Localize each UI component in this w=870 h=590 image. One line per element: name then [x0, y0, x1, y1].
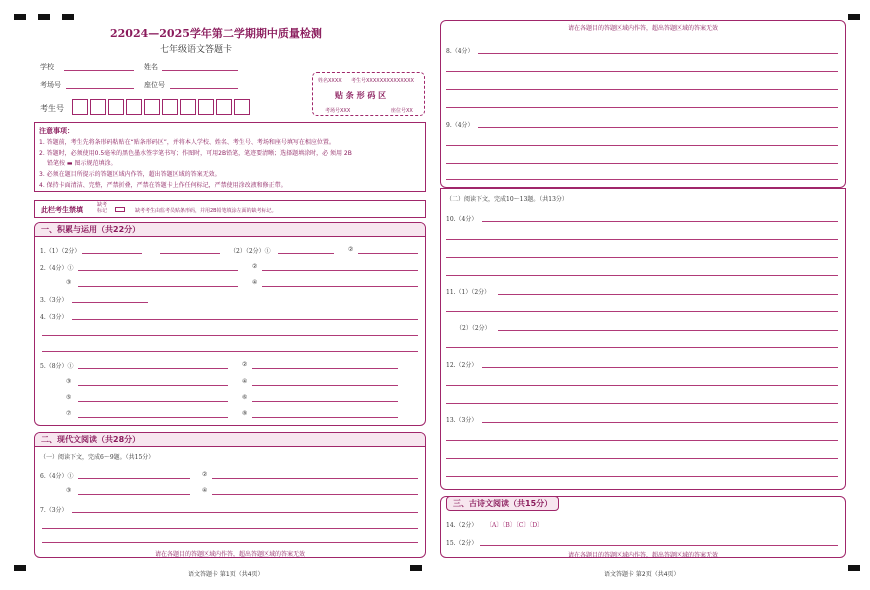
- answer-line[interactable]: [78, 385, 228, 386]
- absent-label: 此栏考生禁填: [41, 206, 83, 214]
- answer-line[interactable]: [482, 367, 838, 368]
- exam-room-label: 考场号: [40, 81, 61, 89]
- notes-item: 铅笔按 ▬ 图示规范填涂。: [47, 160, 117, 167]
- section2-box: [34, 432, 426, 558]
- timing-mark: [848, 565, 860, 571]
- notes-item: 2. 答题时，必须使用0.5毫米的黑色墨水签字笔书写；作图时，可用2B铅笔，笔迹要清晰；选择题填涂时，必 须用 2B: [39, 150, 352, 157]
- exam-id-box[interactable]: [144, 99, 160, 115]
- right-middle-box: [440, 188, 846, 490]
- answer-line[interactable]: [446, 239, 838, 240]
- q1c-label: ②: [348, 246, 354, 253]
- name-label: 姓名: [144, 63, 158, 71]
- answer-line[interactable]: [498, 294, 838, 295]
- q8-label: 8.（4分）: [446, 48, 474, 55]
- q1b-label: （2）（2分）①: [230, 248, 271, 255]
- answer-line[interactable]: [212, 478, 418, 479]
- answer-line[interactable]: [446, 275, 838, 276]
- answer-line[interactable]: [446, 107, 838, 108]
- q5-mark: ③: [66, 378, 72, 385]
- answer-line[interactable]: [446, 385, 838, 386]
- exam-id-box[interactable]: [126, 99, 142, 115]
- q6c-label: ③: [66, 487, 72, 494]
- answer-line[interactable]: [252, 385, 398, 386]
- answer-line[interactable]: [446, 71, 838, 72]
- timing-mark: [62, 14, 74, 20]
- q2c-label: ③: [66, 279, 72, 286]
- answer-line[interactable]: [446, 347, 838, 348]
- answer-line[interactable]: [262, 286, 418, 287]
- q5-mark: ④: [242, 378, 248, 385]
- section1-title: 一、积累与运用（共22分）: [35, 223, 425, 237]
- q5-mark: ⑧: [242, 410, 248, 417]
- answer-line[interactable]: [262, 270, 418, 271]
- q5-mark: ⑦: [66, 410, 72, 417]
- answer-line[interactable]: [498, 330, 838, 331]
- q7-label: 7.（3分）: [40, 507, 68, 514]
- answer-line[interactable]: [482, 422, 838, 423]
- q13-label: 13.（3分）: [446, 417, 478, 424]
- answer-line[interactable]: [82, 253, 142, 254]
- answer-line[interactable]: [478, 127, 838, 128]
- answer-line[interactable]: [446, 179, 838, 180]
- answer-line[interactable]: [446, 89, 838, 90]
- part1-label: （一）阅读下文，完成6～9题。（共15分）: [40, 454, 155, 461]
- q2-label: 2.（4分）①: [40, 265, 74, 272]
- answer-line[interactable]: [482, 221, 838, 222]
- q12-label: 12.（2分）: [446, 362, 478, 369]
- answer-line[interactable]: [42, 528, 418, 529]
- answer-line[interactable]: [78, 494, 190, 495]
- notes-box: [34, 122, 426, 192]
- answer-line[interactable]: [78, 270, 238, 271]
- exam-id-box[interactable]: [198, 99, 214, 115]
- part2-label: （二）阅读下文，完成10～13题。（共13分）: [446, 196, 568, 203]
- barcode-bottom-left: 考场号XXX: [325, 108, 351, 114]
- answer-line[interactable]: [42, 351, 418, 352]
- q14-options[interactable]: 〔A〕〔B〕〔C〕〔D〕: [486, 522, 544, 529]
- answer-line[interactable]: [358, 253, 418, 254]
- q6-label: 6.（4分）①: [40, 473, 74, 480]
- answer-line[interactable]: [72, 512, 418, 513]
- answer-line[interactable]: [446, 403, 838, 404]
- answer-line[interactable]: [252, 368, 398, 369]
- answer-line[interactable]: [78, 368, 228, 369]
- page-subtitle: 七年级语文答题卡: [160, 45, 233, 55]
- exam-id-box[interactable]: [180, 99, 196, 115]
- exam-id-box[interactable]: [234, 99, 250, 115]
- barcode-label: 贴 条 形 码 区: [335, 91, 387, 100]
- answer-line[interactable]: [78, 417, 228, 418]
- school-field[interactable]: [64, 70, 134, 71]
- answer-line[interactable]: [446, 257, 838, 258]
- answer-line[interactable]: [446, 145, 838, 146]
- school-label: 学校: [40, 63, 54, 71]
- q4-label: 4.（3分）: [40, 314, 68, 321]
- timing-mark: [410, 565, 422, 571]
- warning-top-right: 请在各题目的答题区域内作答，超出答题区域的答案无效: [567, 25, 718, 32]
- answer-line[interactable]: [42, 335, 418, 336]
- answer-line[interactable]: [446, 476, 838, 477]
- timing-mark: [14, 14, 26, 20]
- notes-item: 4. 保持卡面清洁、完整，严禁折叠，严禁在答题卡上作任何标记，严禁使用涂改液和修正带。: [39, 182, 287, 189]
- seat-label: 座位号: [144, 81, 165, 89]
- barcode-top-left: 姓名XXXX: [318, 78, 342, 84]
- q5-mark: ②: [242, 361, 248, 368]
- answer-line[interactable]: [78, 401, 228, 402]
- answer-line[interactable]: [446, 311, 838, 312]
- q1-label: 1.（1）（2分）: [40, 248, 81, 255]
- section2-title: 二、现代文阅读（共28分）: [35, 433, 425, 447]
- q11b-label: （2）（2分）: [456, 325, 491, 332]
- answer-line[interactable]: [446, 440, 838, 441]
- answer-line[interactable]: [160, 253, 220, 254]
- answer-line[interactable]: [252, 401, 398, 402]
- seat-field[interactable]: [170, 88, 238, 89]
- q9-label: 9.（4分）: [446, 122, 474, 129]
- section3-title: 三、古诗文阅读（共15分）: [446, 496, 559, 511]
- q15-label: 15.（2分）: [446, 540, 478, 547]
- exam-id-box[interactable]: [216, 99, 232, 115]
- answer-line[interactable]: [72, 302, 148, 303]
- footer-left: 语文答题卡 第1页（共4页）: [188, 571, 264, 578]
- absent-row: [34, 200, 426, 218]
- q5-mark: ⑥: [242, 394, 248, 401]
- exam-id-box[interactable]: [108, 99, 124, 115]
- answer-line[interactable]: [42, 542, 418, 543]
- barcode-area: [312, 72, 425, 116]
- q6d-label: ④: [202, 487, 208, 494]
- absent-mark-box[interactable]: [115, 207, 125, 212]
- exam-id-box[interactable]: [90, 99, 106, 115]
- q3-label: 3.（3分）: [40, 297, 68, 304]
- footer-right: 语文答题卡 第2页（共4页）: [604, 571, 680, 578]
- absent-text: 缺考考生由监考员贴条形码，并用2B铅笔填涂左面的缺考标记。: [135, 208, 277, 214]
- notes-item: 3. 必须在题目所提示的答题区域内作答，超出答题区域的答案无效。: [39, 171, 221, 178]
- exam-id-label: 考生号: [40, 104, 64, 113]
- q2b-label: ②: [252, 263, 258, 270]
- q11-label: 11.（1）（2分）: [446, 289, 491, 296]
- answer-line[interactable]: [478, 53, 838, 54]
- q10-label: 10.（4分）: [446, 216, 478, 223]
- q6b-label: ②: [202, 471, 208, 478]
- answer-line[interactable]: [212, 494, 418, 495]
- answer-line[interactable]: [72, 319, 418, 320]
- barcode-top-right: 考生号XXXXXXXXXXXXXX: [351, 78, 414, 84]
- barcode-bottom-right: 座位号XX: [391, 108, 413, 114]
- exam-id-box[interactable]: [162, 99, 178, 115]
- notes-heading: 注意事项：: [39, 127, 74, 135]
- q14-label: 14.（2分）: [446, 522, 478, 529]
- exam-id-box[interactable]: [72, 99, 88, 115]
- q5-label: 5.（8分）①: [40, 363, 74, 370]
- answer-line[interactable]: [78, 286, 238, 287]
- answer-line[interactable]: [446, 163, 838, 164]
- exam-room-field[interactable]: [66, 88, 134, 89]
- answer-line[interactable]: [446, 458, 838, 459]
- q2d-label: ④: [252, 279, 258, 286]
- timing-mark: [14, 565, 26, 571]
- warning-right: 请在各题目的答题区域内作答，超出答题区域的答案无效: [567, 552, 718, 559]
- absent-mark-label: 缺考 标记: [97, 202, 108, 214]
- answer-line[interactable]: [78, 478, 190, 479]
- answer-line[interactable]: [278, 253, 334, 254]
- timing-mark: [848, 14, 860, 20]
- page-title: 22024—2025学年第二学期期中质量检测: [110, 27, 322, 40]
- answer-line[interactable]: [252, 417, 398, 418]
- notes-item: 1. 答题前，考生先将条形码粘贴在“贴条形码区”，并将本人学校、姓名、考生号、考场和座号填写在相应位置。: [39, 139, 335, 146]
- q5-mark: ⑤: [66, 394, 72, 401]
- warning-left: 请在各题目的答题区域内作答，超出答题区域的答案无效: [154, 551, 305, 558]
- timing-mark: [38, 14, 50, 20]
- name-field[interactable]: [162, 70, 238, 71]
- answer-line[interactable]: [480, 545, 838, 546]
